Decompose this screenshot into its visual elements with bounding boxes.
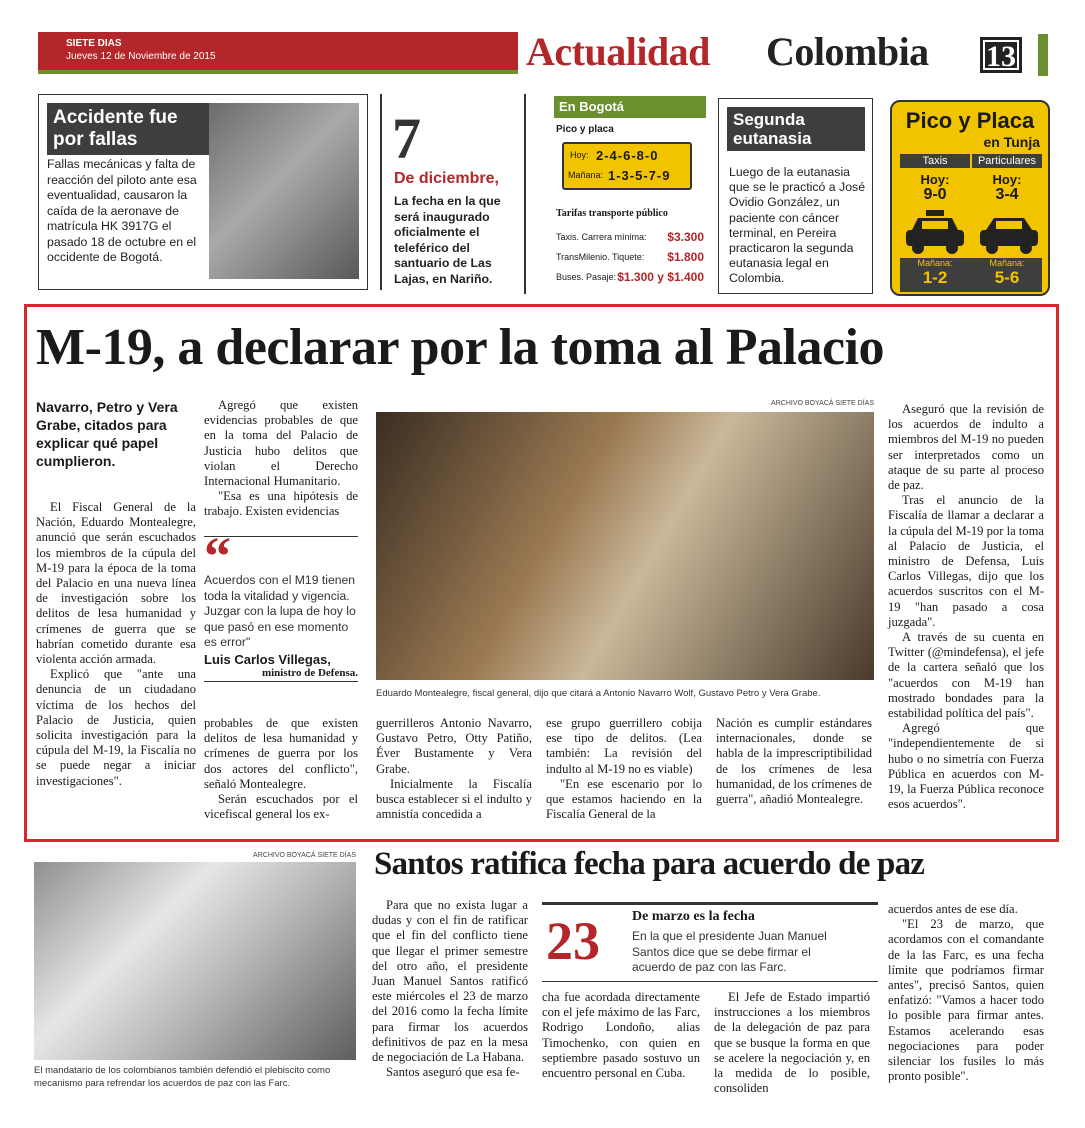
fare-row — [556, 232, 704, 242]
tunja-part-tomorrow: 5-6 — [994, 268, 1020, 287]
date-box-title: De marzo es la fecha — [632, 909, 755, 924]
second-col3 — [714, 990, 870, 1096]
plate-tomorrow-label: Mañana: — [568, 170, 604, 180]
main-col2-para: Agregó que existen evidencias probables de que en la toma del Palacio de Justicia hubo delitos que violan el Derecho Internacional Humanitario. — [204, 398, 358, 489]
date-box-text: En la que el presidente Juan Manuel Santos dice que se debe firmar el acuerdo de paz con las Farc. — [632, 929, 827, 974]
main-col6-para: Aseguró que la revisión de los acuerdos de indulto a miembros del M-19 no pueden ser interpretados como un ataque de su parte al proceso de paz. — [888, 402, 1044, 493]
montealegre-photo — [376, 412, 874, 680]
main-photo-credit: ARCHIVO BOYACÁ SIETE DÍAS — [771, 400, 874, 407]
publication-date: Jueves 12 de Noviembre de 2015 — [66, 51, 216, 62]
publication-name: SIETE DIAS — [66, 38, 122, 49]
teleferico-body: La fecha en la que será inaugurado oficialmente el teleférico del santuario de Las Lajas, en Nariño. — [394, 194, 501, 286]
brief-teleferico — [380, 94, 515, 290]
tunja-taxis-today-label: Hoy: — [920, 172, 950, 187]
main-col4 — [546, 716, 702, 822]
brief-bogota — [524, 94, 710, 294]
main-col2-bottom — [204, 716, 358, 822]
tunja-part-today-label: Hoy: — [992, 172, 1022, 187]
tunja-particulares-label: Particulares — [972, 154, 1042, 168]
date-box — [542, 902, 878, 982]
main-headline: M-19, a declarar por la toma al Palacio — [36, 319, 884, 376]
fare-value: $1.300 y $1.400 — [617, 270, 704, 284]
second-headline: Santos ratifica fecha para acuerdo de paz — [374, 846, 925, 882]
tunja-title: Pico y Placa — [905, 108, 1035, 133]
main-col2-top — [204, 398, 358, 520]
tunja-part-tomorrow-label: Mañana: — [989, 258, 1025, 268]
main-col6-para: Tras el anuncio de la Fiscalía de llamar a declarar a la cúpula del M-19 por la toma al Palacio de Justicia, el ministro de Defensa, Luis Carlos Villegas, dijo que los acuerdos suscritos con el M-19 "han pasado a cosa juzgada". — [888, 493, 1044, 629]
fare-label: Buses. Pasaje: — [556, 272, 617, 282]
second-col2 — [542, 990, 700, 1081]
second-col1 — [372, 898, 528, 1080]
main-col3 — [376, 716, 532, 822]
quote-author: Luis Carlos Villegas, — [204, 651, 331, 667]
date-box-number: 23 — [546, 911, 600, 971]
page-number: 13 — [980, 37, 1022, 73]
section-title-colombia: Colombia — [766, 29, 929, 74]
car-icon — [976, 212, 1042, 256]
main-col3-para: guerrilleros Antonio Navarro, Gustavo Petro, Otty Patiño, Éver Bustamente y Vera Grabe. — [376, 716, 532, 776]
second-col1-para: Santos aseguró que esa fe- — [386, 1065, 520, 1080]
tunja-subtitle: en Tunja — [983, 134, 1040, 150]
tunja-part-today: 3-4 — [995, 186, 1019, 203]
main-col5-para: Nación es cumplir estándares internacionales, donde se habla de la imprescriptibilidad de los crímenes de lesa humanidad, de los crímenes de guerra", añadió Montealegre. — [716, 716, 872, 807]
fare-row — [556, 252, 704, 262]
second-col4-para: "El 23 de marzo, que acordamos con el comandante de la las Farc, es una fecha límite que podríamos firmar antes", precisó Santos, quien enfatizó: "Vamos a hacer todo lo posible para firmar antes. Estamos acelerando esas negociaciones para poder silenciar los fusiles lo más pronto posible". — [888, 917, 1044, 1084]
pico-y-placa-label: Pico y placa — [556, 124, 614, 135]
eutanasia-title: Segunda eutanasia — [727, 107, 865, 151]
page-header — [38, 28, 1048, 80]
tunja-taxis-tomorrow-label: Mañana: — [917, 258, 953, 268]
main-col1-para: Explicó que "ante una denuncia de un ciudadano víctima de los hechos del Palacio de Justicia, quien solicita investigación para la cúpula del M-19, la Fiscalía no se puede negar a iniciar investigaciones". — [36, 667, 196, 788]
plane-wreck-photo — [209, 103, 359, 279]
plate-tomorrow-value: 1-3-5-7-9 — [608, 168, 671, 183]
fare-label: Taxis. Carrera mínima: — [556, 232, 647, 242]
brief-accident-body: Fallas mecánicas y falta de reacción del piloto ante esa eventualidad, causaron la caída de la aeronave de matrícula HK 3917G el pasado 18 de octubre en el occidente de Bogotá. — [47, 157, 197, 264]
fare-label: TransMilenio. Tiquete: — [556, 252, 645, 262]
tarifas-title: Tarifas transporte público — [556, 208, 668, 219]
tunja-taxis-label: Taxis — [900, 154, 970, 168]
main-col1 — [36, 500, 196, 789]
brief-accident-title: Accidente fue por fallas — [47, 103, 209, 155]
pull-quote — [204, 526, 358, 682]
eutanasia-body: Luego de la eutanasia que se le practicó a José Ovidio González, un paciente con cáncer terminal, en Pereira practicaron la segunda eutanasia legal en Colombia. — [729, 165, 866, 286]
teleferico-date-number: 7 — [392, 106, 421, 171]
second-photo-caption: El mandatario de los colombianos también defendió el plebiscito como mecanismo para refrendar los acuerdos de paz con las Farc. — [34, 1065, 331, 1089]
main-col5 — [716, 716, 872, 807]
plate-today-value: 2-4-6-8-0 — [596, 148, 659, 163]
fare-value: $1.800 — [667, 250, 704, 264]
tunja-taxis-tomorrow: 1-2 — [922, 268, 948, 287]
second-col3-para: El Jefe de Estado impartió instrucciones a los miembros de la delegación de paz para que se busque la forma en que se acelere la negociación y, en la medida de lo posible, consoliden — [714, 990, 870, 1096]
fare-row — [556, 272, 704, 282]
tunja-taxis-today: 9-0 — [923, 186, 947, 203]
quote-role: ministro de Defensa. — [204, 667, 358, 682]
fare-value: $3.300 — [667, 230, 704, 244]
main-col6-para: A través de su cuenta en Twitter (@mindefensa), el jefe de la cartera señaló que los "acuerdos con M-19 han mostrado bondades para la estabilidad política del país". — [888, 630, 1044, 721]
teleferico-date-subtitle: De diciembre, — [394, 170, 499, 187]
main-col3-para: Inicialmente la Fiscalía busca establecer si el indulto y amnistía concedida a — [376, 776, 532, 822]
main-col2-para: probables de que existen delitos de lesa humanidad y crímenes de guerra por los dos actores del conflicto", señaló Montealegre. — [204, 716, 358, 791]
section-title-actualidad: Actualidad — [526, 29, 710, 74]
brief-eutanasia — [718, 98, 873, 294]
brief-tunja — [890, 100, 1050, 296]
second-col4 — [888, 902, 1044, 1084]
license-plate-box — [562, 142, 692, 190]
main-col2-para: "Esa es una hipótesis de trabajo. Existen evidencias — [204, 489, 358, 519]
quote-text: Acuerdos con el M19 tienen toda la vitalidad y vigencia. Juzgar con la lupa de hoy lo que pasó en ese momento es error" — [204, 573, 356, 650]
quote-mark-icon: “ — [204, 526, 231, 586]
main-col6-para: Agregó que "independientemente de si hubo o no simetría con Fuerza Pública en acuerdos con M-19, la Fuerza Pública reconoce esos acuerdos". — [888, 721, 1044, 812]
second-col4-para: acuerdos antes de ese día. — [888, 902, 1018, 916]
taxi-icon — [902, 208, 968, 256]
main-col6 — [888, 402, 1044, 812]
header-green-tab — [1038, 34, 1048, 76]
second-photo-credit: ARCHIVO BOYACÁ SIETE DÍAS — [253, 852, 356, 859]
main-photo-caption: Eduardo Montealegre, fiscal general, dijo que citará a Antonio Navarro Wolf, Gustavo Petro y Vera Grabe. — [376, 688, 821, 699]
bogota-tag: En Bogotá — [554, 96, 706, 118]
second-col1-para: Para que no exista lugar a dudas y con el fin de ratificar que el fin del conflicto tiene que llegar el primer semestre del otro año, el presidente Juan Manuel Santos ratificó este miércoles el 23 de marzo del 2016 como la fecha límite para firmar los acuerdos definitivos de paz en la mesa de negociación de La Habana. — [372, 898, 528, 1065]
plate-today-label: Hoy: — [570, 150, 589, 160]
main-deck: Navarro, Petro y Vera Grabe, citados para explicar qué papel cumplieron. — [36, 399, 178, 469]
brief-accident — [38, 94, 368, 290]
main-col2-para: Serán escuchados por el vicefiscal general los ex- — [204, 792, 358, 822]
main-col4-para: "En ese escenario por lo que estamos haciendo en la Fiscalía General de la — [546, 776, 702, 822]
second-col2-para: cha fue acordada directamente con el jefe máximo de las Farc, Rodrigo Londoño, alias Timochenko, con quien en septiembre pasado sostuvo un encuentro personal en Cuba. — [542, 990, 700, 1081]
main-col1-para: El Fiscal General de la Nación, Eduardo Montealegre, anunció que serán escuchados los miembros de la cúpula del M-19 para la época de la toma del Palacio en una nueva línea de investigación sobre los delitos de lesa humanidad y crímenes de guerra que se habrían cometido durante esa violenta acción armada. — [36, 500, 196, 667]
main-col4-para: ese grupo guerrillero cobija ese tipo de delitos. (Lea también: La revisión del indulto al M-19 no es viable) — [546, 716, 702, 776]
santos-photo — [34, 862, 356, 1060]
